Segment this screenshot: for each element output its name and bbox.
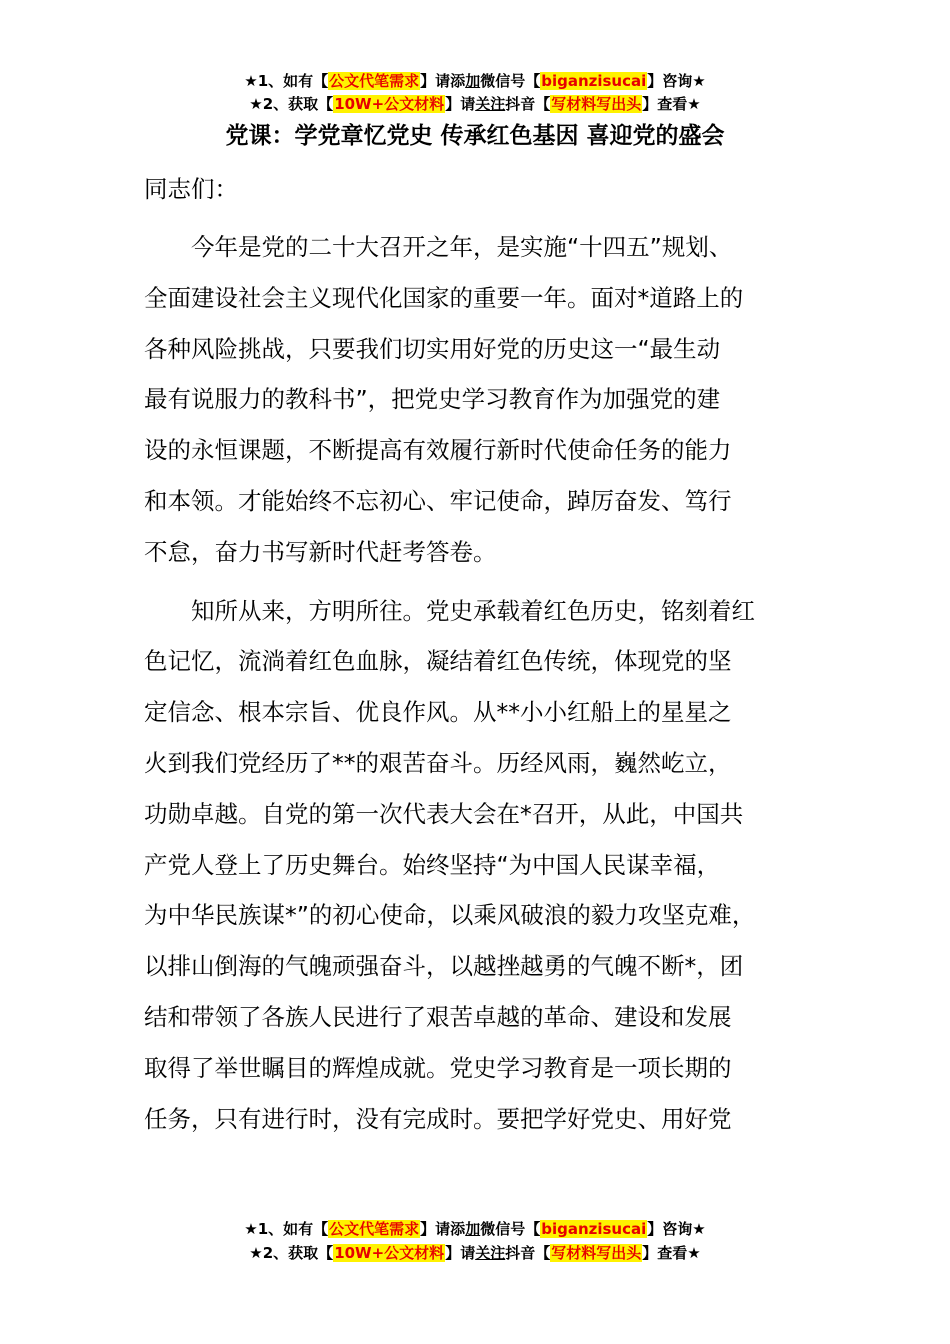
document-title: 党课：学党章忆党史 传承红色基因 喜迎党的盛会 xyxy=(225,123,725,149)
ad-text: 】查看★ xyxy=(642,1244,701,1262)
salutation: 同志们： xyxy=(144,175,238,203)
ad-douyin-id: 写材料写出头 xyxy=(551,1244,642,1262)
text-line: 功勋卓越。自党的第一次代表大会在*召开，从此，中国共 xyxy=(144,799,744,828)
text-line: 定信念、根本宗旨、优良作风。从**小小红船上的星星之 xyxy=(144,698,732,727)
text-line: 结和带领了各族人民进行了艰苦卓越的革命、建设和发展 xyxy=(144,1002,732,1031)
ad-highlight: 公文代笔需求 xyxy=(329,72,420,90)
paragraph-2 xyxy=(144,586,834,1145)
ad-text: ★1、如有【 xyxy=(244,1220,329,1238)
text-line: 设的永恒课题，不断提高有效履行新时代使命任务的能力 xyxy=(144,436,732,465)
document-body xyxy=(144,164,834,1144)
ad-text: 】请 xyxy=(445,1244,476,1262)
ad-text: 】请添 xyxy=(420,72,466,90)
ad-text: 】查看★ xyxy=(642,95,701,113)
footer-ad-line-2 xyxy=(0,1242,950,1264)
text-line: 取得了举世瞩目的辉煌成就。党史学习教育是一项长期的 xyxy=(144,1053,732,1082)
ad-douyin-id: 写材料写出头 xyxy=(551,95,642,113)
footer-ad-line-1 xyxy=(0,1218,950,1240)
text-line: 火到我们党经历了**的艰苦奋斗。历经风雨，巍然屹立， xyxy=(144,748,732,777)
ad-text: 】请添 xyxy=(420,1220,466,1238)
ad-text: 】咨询★ xyxy=(647,1220,706,1238)
paragraph-1 xyxy=(144,222,834,578)
ad-text: 微信号【 xyxy=(480,1220,541,1238)
ad-underlined-text: 关注 xyxy=(475,1244,506,1262)
text-line: 知所从来，方明所往。党史承载着红色历史，铭刻着红 xyxy=(191,596,755,625)
ad-text: 抖音【 xyxy=(505,1244,551,1262)
ad-wechat-id: biganzisucai xyxy=(541,1220,647,1238)
ad-text: 】请 xyxy=(445,95,476,113)
ad-highlight: 10W+公文材料 xyxy=(334,1244,445,1262)
text-line: 以排山倒海的气魄顽强奋斗，以越挫越勇的气魄不断*，团 xyxy=(144,952,744,981)
ad-highlight: 10W+公文材料 xyxy=(334,95,445,113)
text-line: 色记忆，流淌着红色血脉，凝结着红色传统，体现党的坚 xyxy=(144,647,732,676)
text-line: 和本领。才能始终不忘初心、牢记使命，踔厉奋发、笃行 xyxy=(144,486,732,515)
ad-text: ★2、获取【 xyxy=(249,95,334,113)
ad-text: ★1、如有【 xyxy=(244,72,329,90)
text-line: 任务，只有进行时，没有完成时。要把学好党史、用好党 xyxy=(144,1104,732,1133)
text-line: 产党人登上了历史舞台。始终坚持“为中国人民谋幸福， xyxy=(144,850,721,879)
ad-text: 】咨询★ xyxy=(647,72,706,90)
ad-underlined-text: 关注 xyxy=(475,95,506,113)
text-line: 今年是党的二十大召开之年，是实施“十四五”规划、 xyxy=(191,233,733,261)
text-line: 不怠，奋力书写新时代赶考答卷。 xyxy=(144,537,497,566)
text-line: 为中华民族谋*”的初心使命，以乘风破浪的毅力攻坚克难， xyxy=(144,901,756,930)
header-ad-line-2 xyxy=(0,93,950,115)
text-line: 各种风险挑战，只要我们切实用好党的历史这一“最生动 xyxy=(144,334,721,363)
ad-text: 抖音【 xyxy=(505,95,551,113)
ad-text: 微信号【 xyxy=(480,72,541,90)
ad-text: ★2、获取【 xyxy=(249,1244,334,1262)
ad-underlined-text: 加 xyxy=(465,72,481,90)
text-line: 最有说服力的教科书”，把党史学习教育作为加强党的建 xyxy=(144,385,721,414)
ad-underlined-text: 加 xyxy=(465,1220,481,1238)
ad-wechat-id: biganzisucai xyxy=(541,72,647,90)
header-ad-line-1 xyxy=(0,70,950,92)
ad-highlight: 公文代笔需求 xyxy=(329,1220,420,1238)
paragraph-gap xyxy=(144,578,834,586)
text-line: 全面建设社会主义现代化国家的重要一年。面对*道路上的 xyxy=(144,283,744,312)
